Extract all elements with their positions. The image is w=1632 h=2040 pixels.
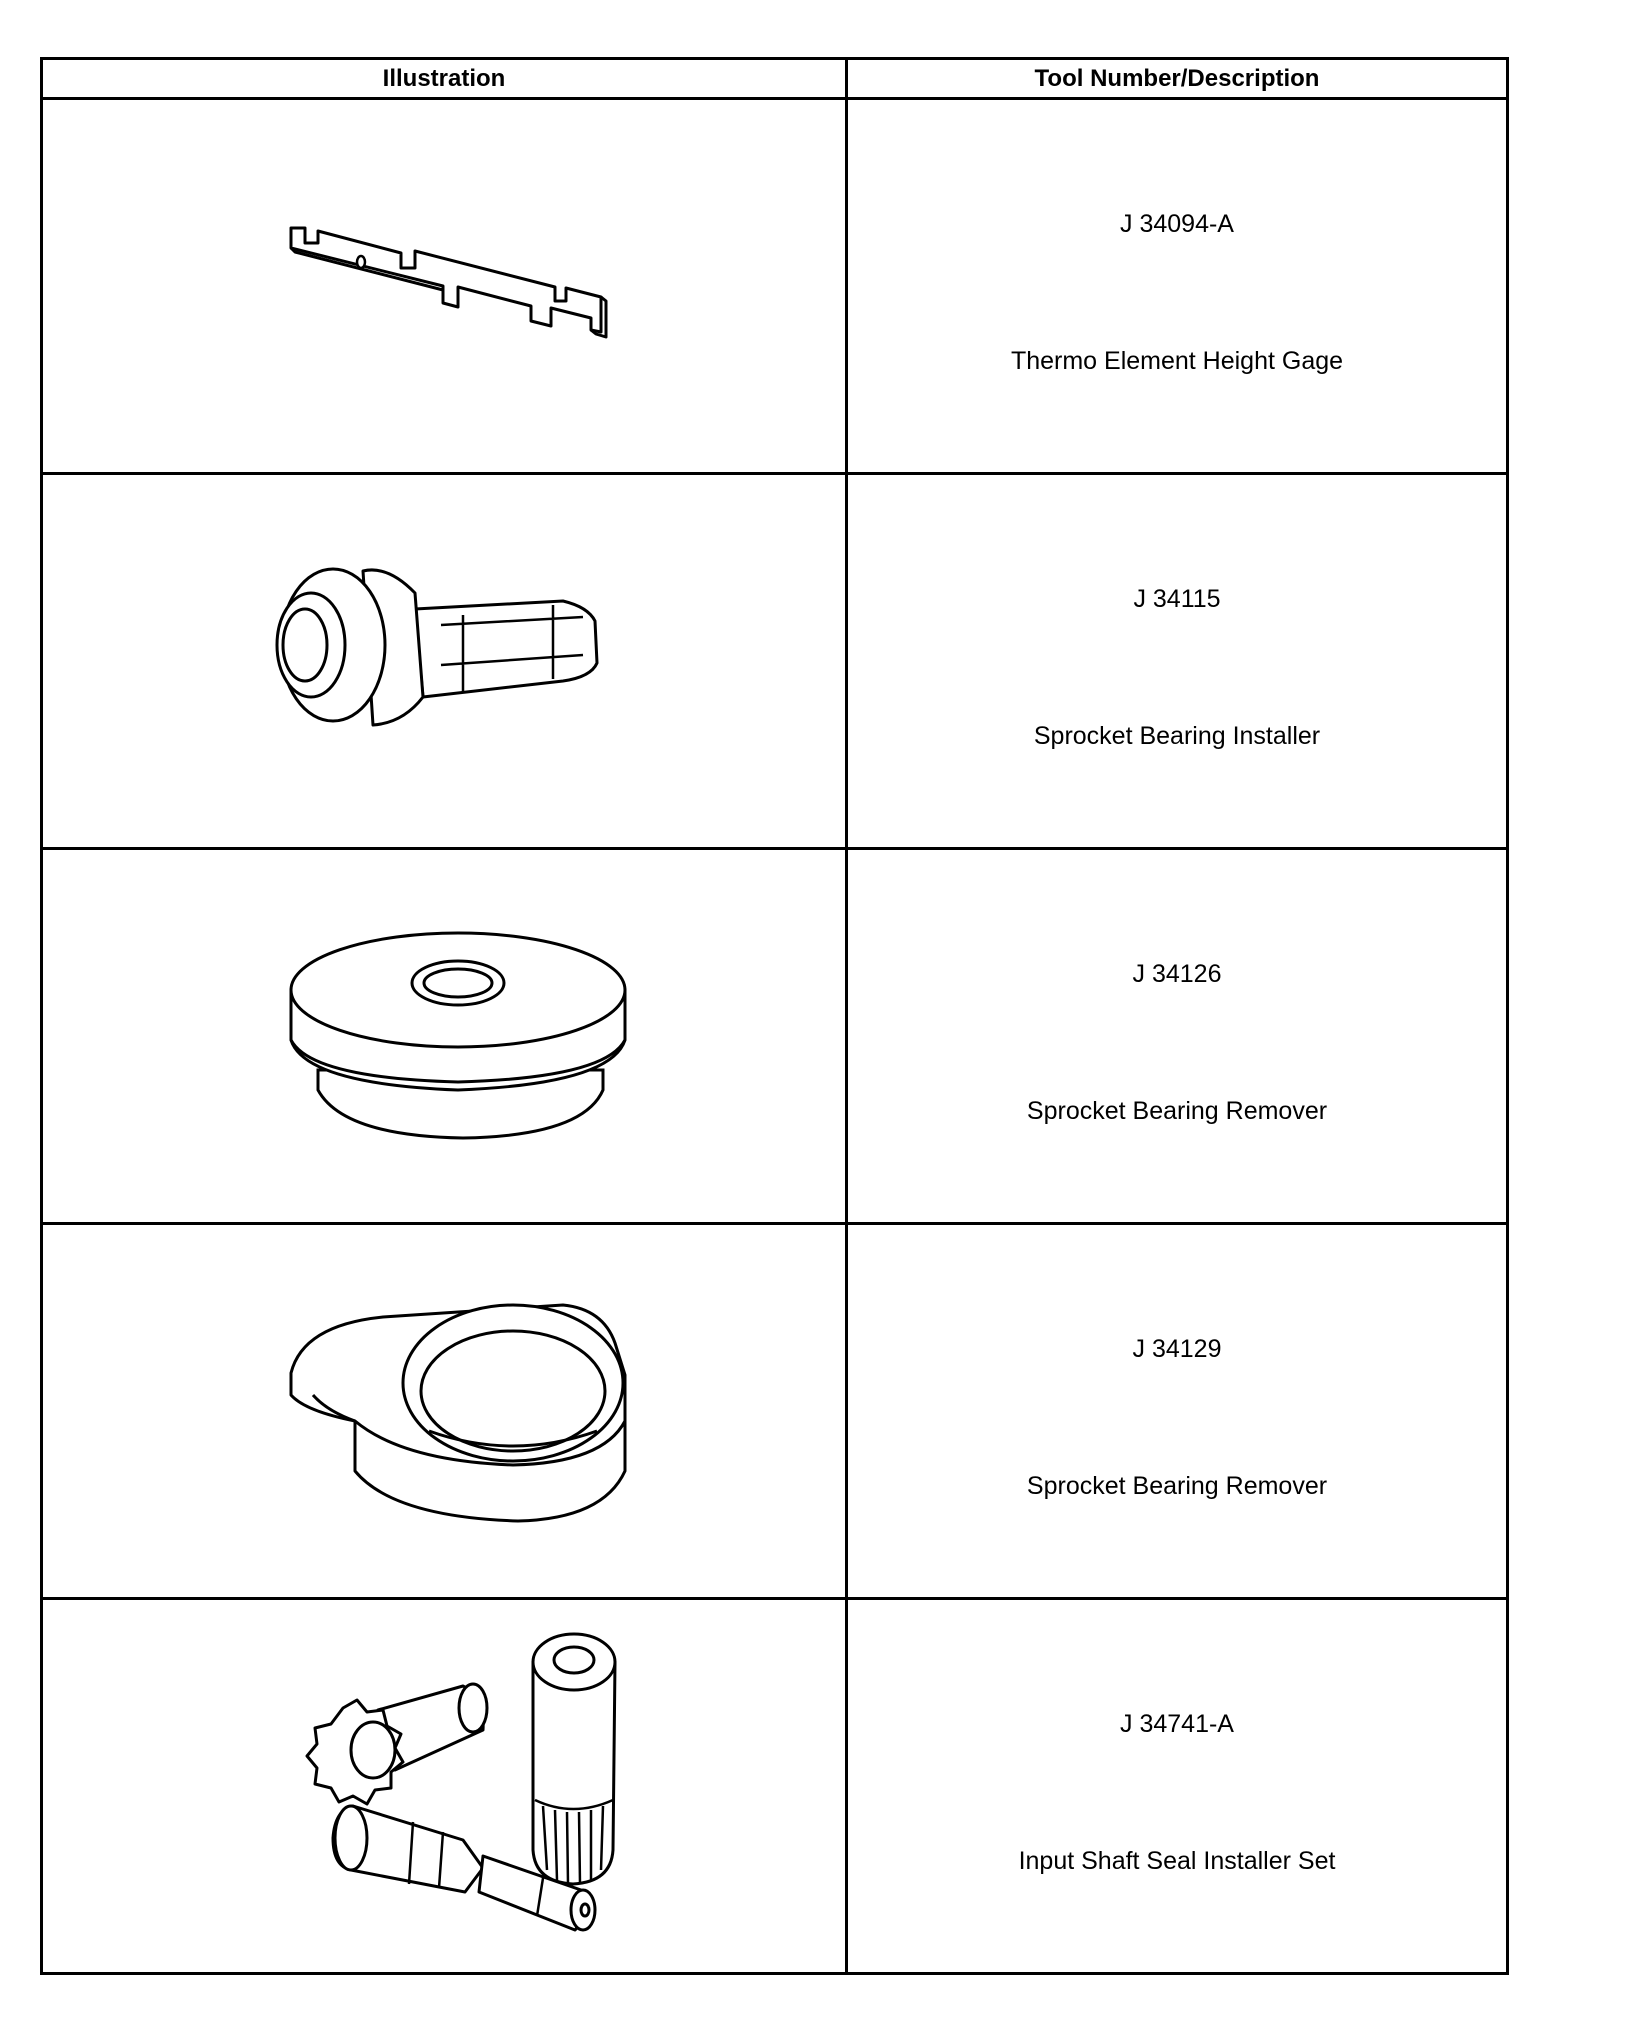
illustration-cell [42, 99, 847, 474]
illustration-cell [42, 1224, 847, 1599]
tool-number: J 34126 [1132, 960, 1222, 988]
table-row [42, 1224, 1508, 1599]
illustration-column-header: Illustration [42, 59, 847, 99]
table-row [42, 474, 1508, 849]
tool-description-cell [847, 99, 1508, 474]
bearing-remover-disc-icon [43, 850, 848, 1222]
tool-number: J 34094-A [1120, 210, 1234, 238]
tool-description: Input Shaft Seal Installer Set [1018, 1847, 1336, 1875]
tool-description-cell [847, 849, 1508, 1224]
seal-installer-set-icon [43, 1600, 848, 1972]
illustration-cell [42, 1599, 847, 1974]
tool-description-cell [847, 1224, 1508, 1599]
table-header-row [42, 59, 1508, 99]
tool-description: Sprocket Bearing Remover [1026, 1097, 1328, 1125]
table-row [42, 1599, 1508, 1974]
tool-column-header: Tool Number/Description [847, 59, 1508, 99]
tool-number: J 34115 [1133, 585, 1221, 613]
illustration-cell [42, 849, 847, 1224]
bearing-remover-cup-icon [43, 1225, 848, 1597]
tool-description: Thermo Element Height Gage [1010, 347, 1344, 375]
tool-description: Sprocket Bearing Remover [1026, 1472, 1328, 1500]
tool-number: J 34129 [1132, 1335, 1222, 1363]
tool-description-cell [847, 1599, 1508, 1974]
bearing-installer-icon [43, 475, 848, 847]
tool-number: J 34741-A [1120, 1710, 1234, 1738]
special-tools-table [40, 57, 1509, 1975]
table-row [42, 849, 1508, 1224]
height-gage-icon [43, 100, 848, 472]
illustration-cell [42, 474, 847, 849]
table-row [42, 99, 1508, 474]
tool-description-cell [847, 474, 1508, 849]
tool-description: Sprocket Bearing Installer [1033, 722, 1321, 750]
